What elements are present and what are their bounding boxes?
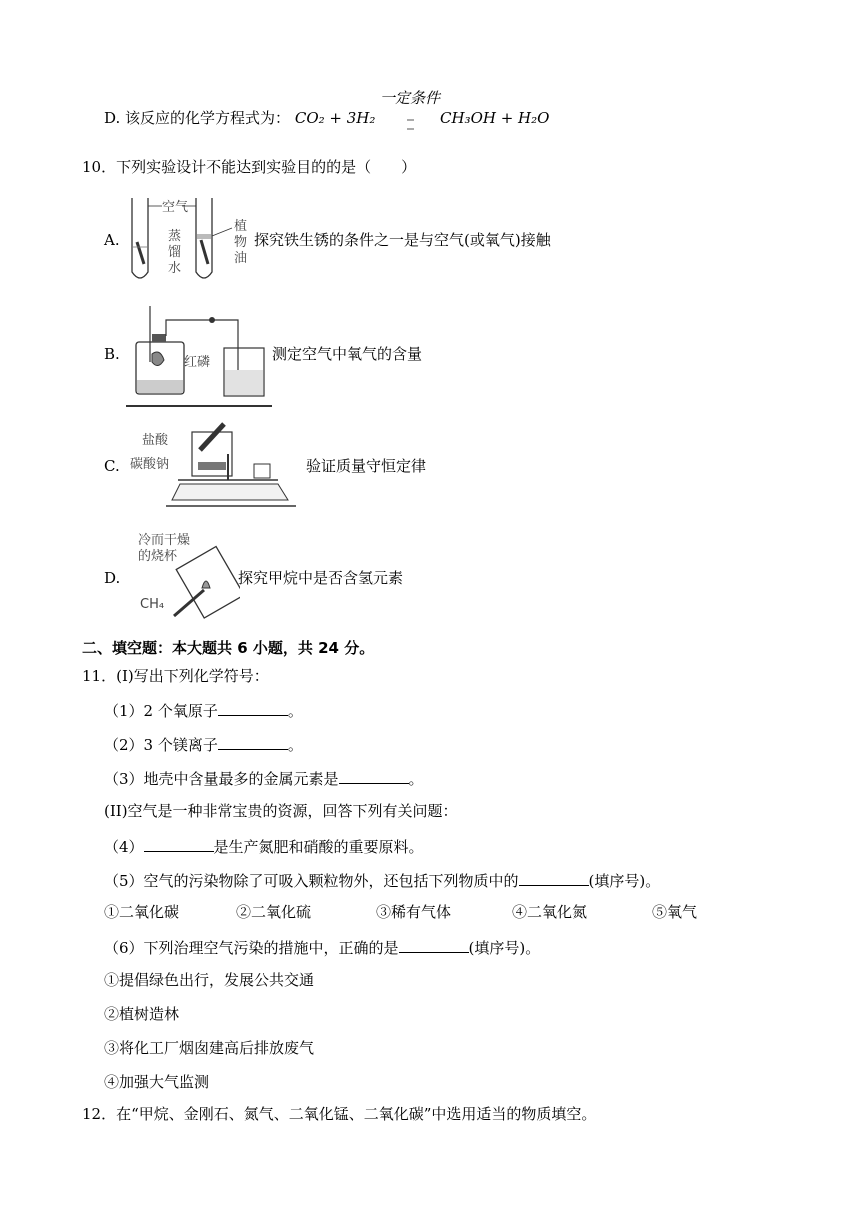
q10-option-b-text: 测定空气中氧气的含量	[272, 345, 423, 363]
q11-section-ii: (II)空气是一种非常宝贵的资源，回答下列有关问题：	[104, 802, 458, 820]
fig-label-sodium-carbonate: 碳酸钠	[130, 457, 170, 472]
q10-option-c-label: C.	[104, 457, 120, 475]
period: 。	[287, 702, 303, 720]
q10-option-d-text: 探究甲烷中是否含氢元素	[238, 569, 404, 587]
oxygen-content-apparatus-figure	[126, 302, 272, 408]
q10-option-b-label: B.	[104, 345, 120, 363]
fig-label-hydrochloric-acid: 盐酸	[142, 433, 169, 448]
choice-5: ⑤氧气	[652, 903, 698, 921]
equals-sign-icon	[404, 115, 416, 135]
section-title: 二、填空题：本大题共 6 小题，共 24 分。	[82, 639, 375, 657]
q11-part5	[104, 869, 660, 891]
option-text: 该反应的化学方程式为：	[125, 109, 291, 127]
q11-stem: 11．(I)写出下列化学符号：	[82, 667, 269, 685]
methane-beaker-figure	[130, 530, 240, 626]
fig-label-w1: 蒸	[168, 229, 182, 244]
part3-text: （3）地壳中含量最多的金属元素是	[104, 770, 339, 788]
answer-blank-2[interactable]	[218, 733, 288, 750]
fig-label-beaker-1: 冷而干燥	[138, 533, 191, 548]
reaction-condition: 一定条件	[380, 89, 441, 107]
part4-prefix: （4）	[104, 838, 144, 856]
part1-text: （1）2 个氧原子	[104, 702, 218, 720]
fig-label-beaker-2: 的烧杯	[138, 549, 178, 564]
fig-label-red-phosphorus: 红磷	[184, 355, 211, 370]
q12-stem: 12．在“甲烷、金刚石、氮气、二氧化锰、二氧化碳”中选用适当的物质填空。	[82, 1105, 597, 1123]
part6-prefix: （6）下列治理空气污染的措施中，正确的是	[104, 939, 399, 957]
rust-test-tubes-figure	[124, 192, 256, 286]
fig-label-w3: 水	[168, 261, 182, 276]
answer-blank-5[interactable]	[519, 869, 589, 886]
answer-blank-1[interactable]	[218, 699, 288, 716]
measure-2: ②植树造林	[104, 1005, 180, 1023]
q11-part4	[104, 835, 424, 857]
answer-blank-4[interactable]	[144, 835, 214, 852]
answer-blank-3[interactable]	[339, 767, 409, 784]
choice-3: ③稀有气体	[376, 903, 452, 921]
q10-option-a-label: A.	[104, 231, 120, 249]
q10-stem: 10．下列实验设计不能达到实验目的的是（ ）	[82, 158, 417, 176]
q11-part1	[104, 699, 303, 721]
part2-text: （2）3 个镁离子	[104, 736, 218, 754]
fig-label-o1: 植	[234, 219, 248, 234]
measure-4: ④加强大气监测	[104, 1073, 210, 1091]
part5-prefix: （5）空气的污染物除了可吸入颗粒物外，还包括下列物质中的	[104, 872, 519, 890]
option-label: D.	[104, 109, 121, 127]
choice-2: ②二氧化硫	[236, 903, 312, 921]
choice-1: ①二氧化碳	[104, 903, 180, 921]
measure-3: ③将化工厂烟囱建高后排放废气	[104, 1039, 315, 1057]
mass-balance-figure	[128, 418, 308, 514]
equation-rhs: CH₃OH + H₂O	[440, 109, 550, 127]
part4-suffix: 是生产氮肥和硝酸的重要原料。	[213, 838, 424, 856]
part6-suffix: (填序号)。	[468, 939, 541, 957]
q11-part5-choices	[104, 902, 697, 922]
period: 。	[287, 736, 303, 754]
fig-label-w2: 馏	[168, 245, 182, 260]
choice-4: ④二氧化氮	[512, 903, 588, 921]
measure-1: ①提倡绿色出行，发展公共交通	[104, 971, 315, 989]
part5-suffix: (填序号)。	[588, 872, 661, 890]
answer-blank-6[interactable]	[399, 936, 469, 953]
q9-option-d	[104, 108, 375, 128]
fig-label-air: 空气	[162, 200, 189, 215]
fig-label-o2: 物	[234, 235, 248, 250]
fig-label-methane: CH₄	[140, 597, 165, 612]
q10-option-d-label: D.	[104, 569, 121, 587]
q10-option-a-text: 探究铁生锈的条件之一是与空气(或氧气)接触	[254, 231, 551, 249]
q11-part2	[104, 733, 303, 755]
fig-label-o3: 油	[234, 251, 248, 266]
q11-part6	[104, 936, 540, 958]
equation-lhs: CO₂ + 3H₂	[294, 109, 376, 127]
period: 。	[408, 770, 424, 788]
q11-part3	[104, 767, 424, 789]
q10-option-c-text: 验证质量守恒定律	[306, 457, 427, 475]
